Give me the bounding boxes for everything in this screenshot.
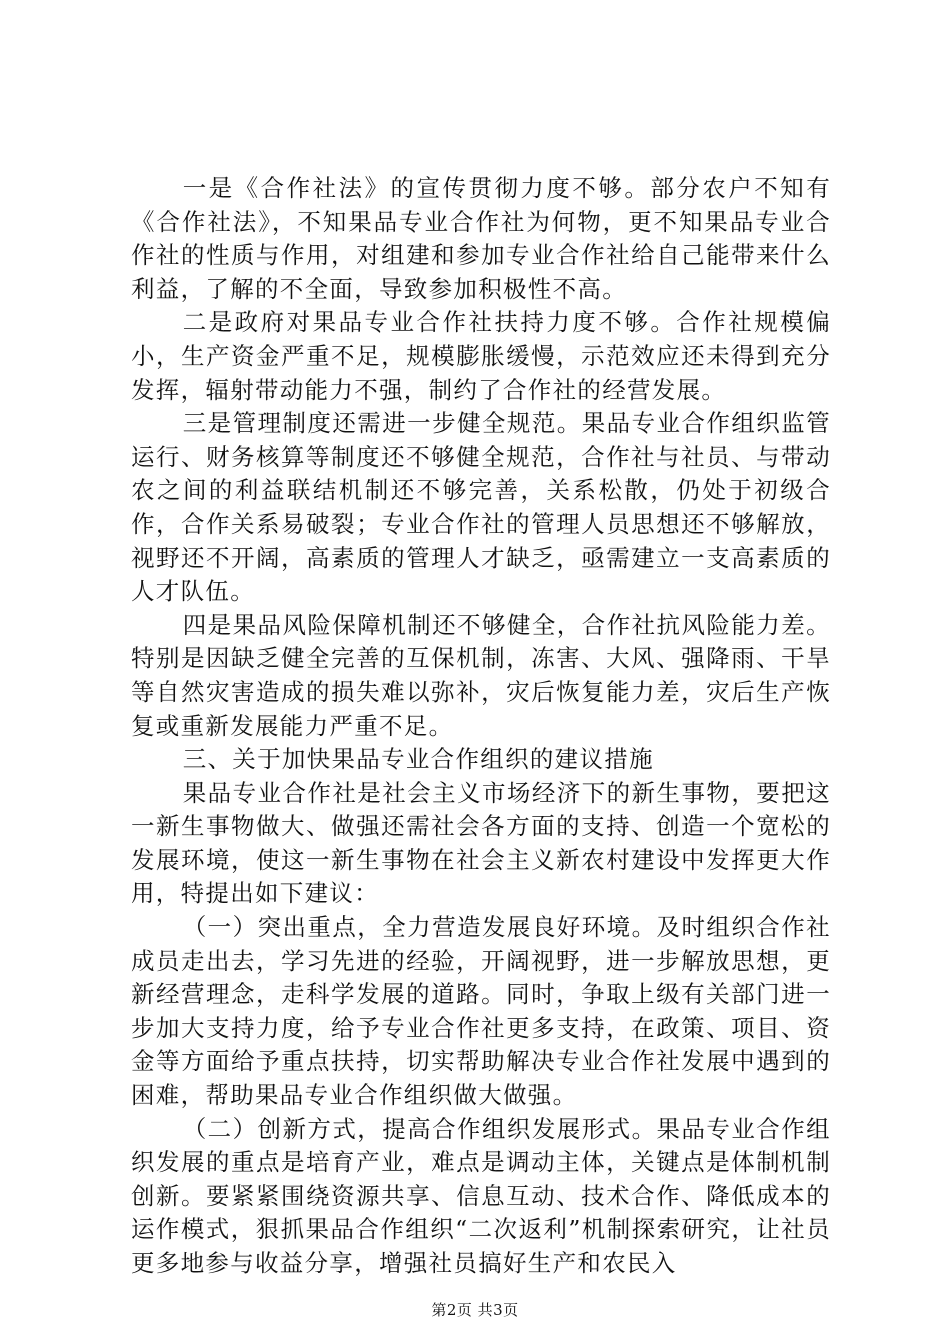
paragraph-measure-one: （一）突出重点，全力营造发展良好环境。及时组织合作社成员走出去，学习先进的经验，开阔视野，进一步解放思想，更新经营理念，走科学发展的道路。同时，争取上级有关部门进一步加大支持力度，给予专业合作社更多支持，在政策、项目、资金等方面给予重点扶持，切实帮助解决专业合作社发展中遇到的困难，帮助果品专业合作组织做大做强。 [131,913,831,1110]
paragraph-risk-guarantee: 四是果品风险保障机制还不够健全，合作社抗风险能力差。特别是因缺乏健全完善的互保机制，冻害、大风、强降雨、干旱等自然灾害造成的损失难以弥补，灾后恢复能力差，灾后生产恢复或重新发展能力严重不足。 [131,610,831,740]
paragraph-publicity: 一是《合作社法》的宣传贯彻力度不够。部分农户不知有《合作社法》，不知果品专业合作社为何物，更不知果品专业合作社的性质与作用，对组建和参加专业合作社给自己能带来什么利益，了解的不全面，导致参加积极性不高。 [131,174,831,303]
paragraph-introduction: 果品专业合作社是社会主义市场经济下的新生事物，要把这一新生事物做大、做强还需社会各方面的支持、创造一个宽松的发展环境，使这一新生事物在社会主义新农村建设中发挥更大作用，特提出如下建议： [131,778,831,908]
paragraph-measure-two: （二）创新方式，提高合作组织发展形式。果品专业合作组织发展的重点是培育产业，难点是调动主体，关键点是体制机制创新。要紧紧围绕资源共享、信息互动、技术合作、降低成本的运作模式，狠抓果品合作组织“二次返利”机制探索研究，让社员更多地参与收益分享，增强社员搞好生产和农民入 [131,1114,831,1277]
paragraph-management-system: 三是管理制度还需进一步健全规范。果品专业合作组织监管运行、财务核算等制度还不够健全规范，合作社与社员、与带动农之间的利益联结机制还不够完善，关系松散，仍处于初级合作，合作关系易破裂；专业合作社的管理人员思想还不够解放，视野还不开阔，高素质的管理人才缺乏，亟需建立一支高素质的人才队伍。 [131,409,831,606]
section-heading-suggestions: 三、关于加快果品专业合作组织的建议措施 [182,745,654,774]
document-body [131,172,831,1281]
paragraph-government-support: 二是政府对果品专业合作社扶持力度不够。合作社规模偏小，生产资金严重不足，规模膨胀缓慢，示范效应还未得到充分发挥，辐射带动能力不强，制约了合作社的经营发展。 [131,308,831,404]
page-footer: 第2页 共3页 [431,1301,519,1319]
